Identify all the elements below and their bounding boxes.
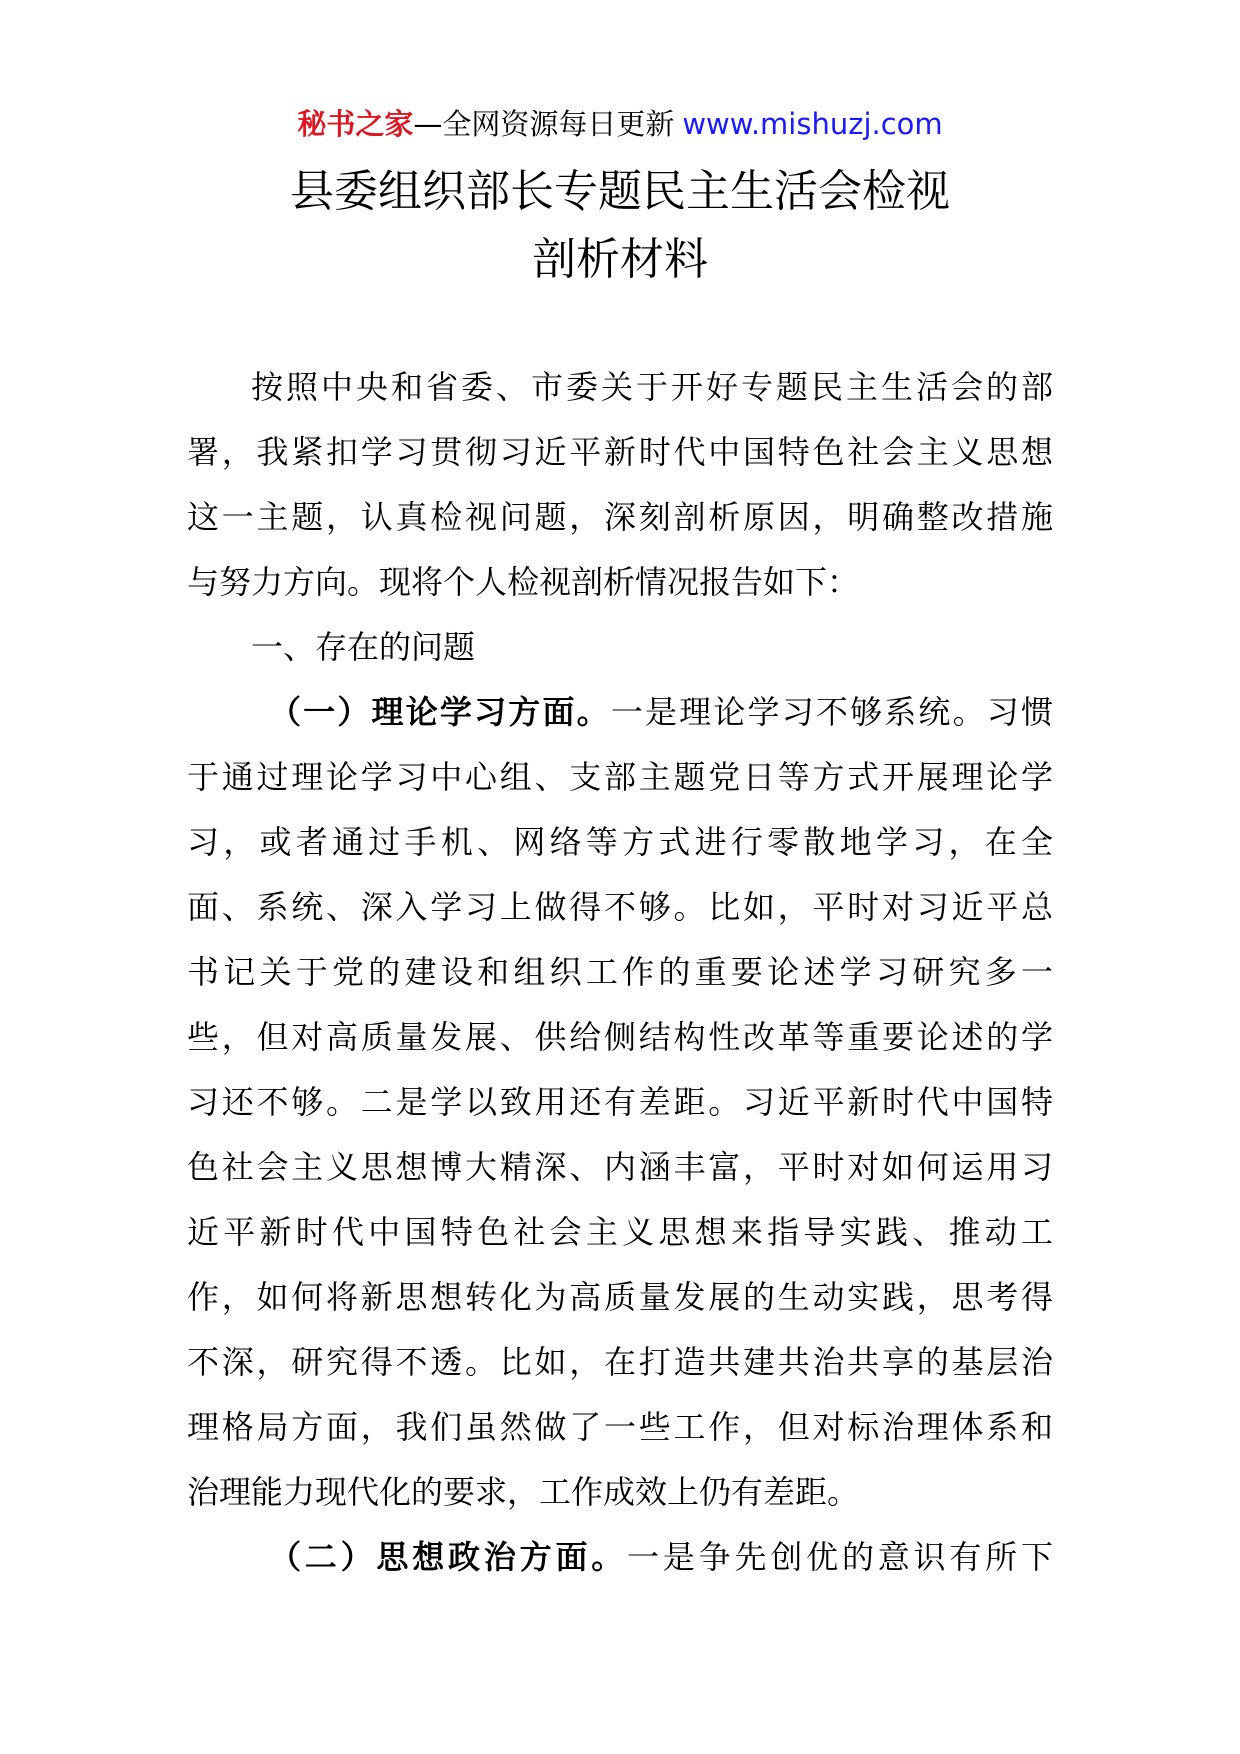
document-title-line-2: 剖析材料 — [532, 234, 708, 285]
subsection-text: 一是理论学习不够系统。习惯 — [610, 693, 1053, 731]
paragraph-line: 些，但对高质量发展、供给侧结构性改革等重要论述的学 — [187, 1018, 1053, 1056]
paragraph-line: 习，或者通过手机、网络等方式进行零散地学习，在全 — [187, 823, 1053, 861]
subsection-heading: （二）思想政治方面。 — [269, 1538, 628, 1576]
subsection-first-line — [187, 1525, 1053, 1590]
document-body — [187, 355, 1053, 1590]
paragraph-line: 不深，研究得不透。比如，在打造共建共治共享的基层治 — [187, 1343, 1053, 1381]
paragraph-line: 与努力方向。现将个人检视剖析情况报告如下： — [187, 563, 860, 601]
subsection-text: 一是争先创优的意识有所下 — [627, 1538, 1053, 1576]
paragraph-line: 署，我紧扣学习贯彻习近平新时代中国特色社会主义思想 — [187, 433, 1053, 471]
subsection-heading: （一）理论学习方面。 — [269, 693, 611, 731]
paragraph-line: 习还不够。二是学以致用还有差距。习近平新时代中国特 — [187, 1083, 1053, 1121]
paragraph-line: 作，如何将新思想转化为高质量发展的生动实践，思考得 — [187, 1278, 1053, 1316]
paragraph-line: 治理能力现代化的要求，工作成效上仍有差距。 — [187, 1473, 860, 1511]
brand-name: 秘书之家 — [297, 107, 414, 141]
section-heading: 一、存在的问题 — [251, 628, 476, 666]
site-banner — [0, 102, 1240, 146]
document-title-line-1: 县委组织部长专题民主生活会检视 — [290, 166, 950, 217]
paragraph-line: 按照中央和省委、市委关于开好专题民主生活会的部 — [251, 368, 1053, 406]
paragraph-line: 书记关于党的建设和组织工作的重要论述学习研究多一 — [187, 953, 1053, 991]
paragraph-line: 理格局方面，我们虽然做了一些工作，但对标治理体系和 — [187, 1408, 1053, 1446]
site-url-link[interactable]: www.mishuzj.com — [682, 107, 943, 141]
paragraph-line: 这一主题，认真检视问题，深刻剖析原因，明确整改措施 — [187, 498, 1053, 536]
paragraph-line: 于通过理论学习中心组、支部主题党日等方式开展理论学 — [187, 758, 1053, 796]
paragraph-line: 近平新时代中国特色社会主义思想来指导实践、推动工 — [187, 1213, 1053, 1251]
paragraph-line: 色社会主义思想博大精深、内涵丰富，平时对如何运用习 — [187, 1148, 1053, 1186]
paragraph-line: 面、系统、深入学习上做得不够。比如，平时对习近平总 — [187, 888, 1053, 926]
banner-slogan: —全网资源每日更新 — [413, 107, 675, 141]
subsection-first-line — [187, 680, 1053, 745]
